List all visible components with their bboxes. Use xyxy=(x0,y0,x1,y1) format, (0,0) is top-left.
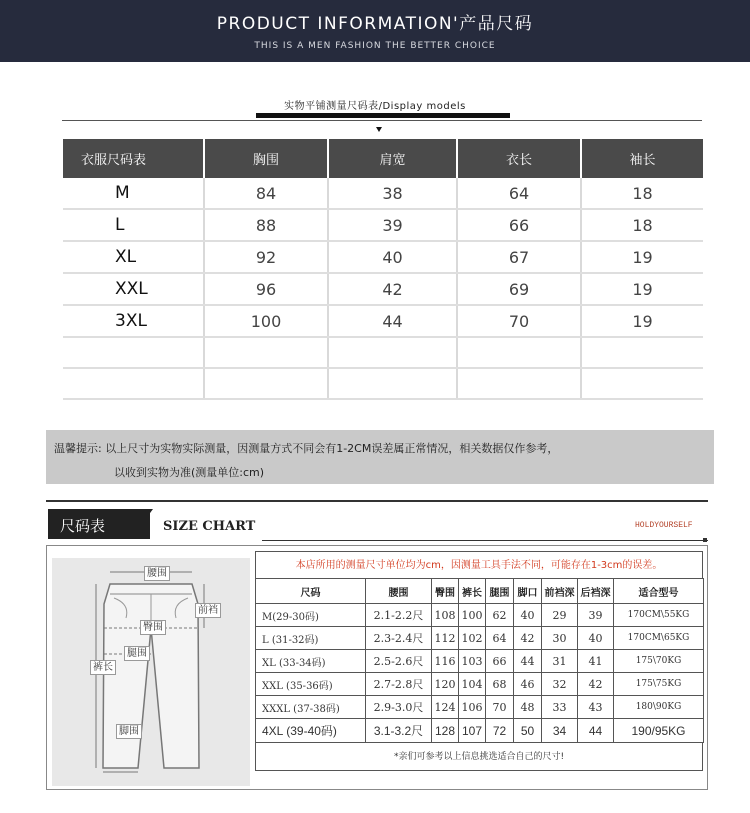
front-rise-label: 前裆 xyxy=(195,603,221,618)
table-row xyxy=(256,604,704,627)
table-row xyxy=(63,241,703,273)
column-header: 衣长 xyxy=(457,139,581,178)
table-cell: 30 xyxy=(542,627,578,650)
pants-illustration xyxy=(52,558,250,786)
size-chart-header-rule xyxy=(262,540,708,541)
table-cell: 41 xyxy=(578,650,614,673)
table-header-row xyxy=(63,139,703,178)
table-cell: 106 xyxy=(459,696,486,719)
table-cell: 64 xyxy=(486,627,514,650)
size-cell: L (31-32码) xyxy=(256,627,366,650)
tip-text-line1: 温馨提示: 以上尺寸为实物实际测量，因测量方式不同会有1-2CM误差属正常情况，相关数据仅作参考， xyxy=(54,442,559,455)
banner-subtitle: THIS IS A MEN FASHION THE BETTER CHOICE xyxy=(254,41,496,51)
column-header: 尺码 xyxy=(256,579,366,604)
table-cell: 44 xyxy=(578,719,614,743)
column-header: 适合型号 xyxy=(614,579,704,604)
table-cell: 19 xyxy=(581,273,703,305)
column-header: 裤长 xyxy=(459,579,486,604)
size-cell: XL (33-34码) xyxy=(256,650,366,673)
table-cell: 62 xyxy=(486,604,514,627)
column-header: 胸围 xyxy=(204,139,328,178)
table-cell: 50 xyxy=(514,719,542,743)
column-header: 腿围 xyxy=(486,579,514,604)
table-cell: 2.9-3.0尺 xyxy=(366,696,432,719)
size-cell: 4XL (39-40码) xyxy=(256,719,366,743)
size-chart-title-en: SIZE CHART xyxy=(163,519,256,534)
fit-cell: 190/95KG xyxy=(614,719,704,743)
top-size-table xyxy=(63,139,703,400)
table-row xyxy=(256,696,704,719)
table-row xyxy=(63,305,703,337)
table-cell: 104 xyxy=(459,673,486,696)
empty-row xyxy=(63,337,703,368)
table-cell: 100 xyxy=(459,604,486,627)
header-banner xyxy=(0,0,750,62)
size-chart-footer-note: *亲们可参考以上信息挑选适合自己的尺寸! xyxy=(255,743,703,771)
table-cell: 2.5-2.6尺 xyxy=(366,650,432,673)
size-cell: XXL (35-36码) xyxy=(256,673,366,696)
table-cell: 34 xyxy=(542,719,578,743)
table-header-row xyxy=(256,579,704,604)
table-cell: 88 xyxy=(204,209,328,241)
table-cell: 33 xyxy=(542,696,578,719)
column-header: 袖长 xyxy=(581,139,703,178)
table-row xyxy=(63,273,703,305)
section-heading-underline xyxy=(256,113,510,118)
table-row xyxy=(63,178,703,209)
table-cell: 3.1-3.2尺 xyxy=(366,719,432,743)
brand-text: HOLDYOURSELF xyxy=(635,521,693,530)
table-cell: 84 xyxy=(204,178,328,209)
table-cell: 40 xyxy=(578,627,614,650)
table-cell: 38 xyxy=(328,178,457,209)
leg-opening-label: 脚围 xyxy=(116,724,142,739)
pants-size-table xyxy=(255,578,704,743)
table-cell: 69 xyxy=(457,273,581,305)
table-cell: 70 xyxy=(486,696,514,719)
table-cell: 116 xyxy=(432,650,459,673)
table-cell: 64 xyxy=(457,178,581,209)
table-cell: 2.7-2.8尺 xyxy=(366,673,432,696)
table-cell: 112 xyxy=(432,627,459,650)
length-label: 裤长 xyxy=(90,660,116,675)
section-divider xyxy=(62,120,702,121)
table-cell: 103 xyxy=(459,650,486,673)
table-cell: 19 xyxy=(581,241,703,273)
table-cell: 108 xyxy=(432,604,459,627)
fit-cell: 175\70KG xyxy=(614,650,704,673)
arrow-down-icon xyxy=(376,127,382,132)
table-cell: 66 xyxy=(457,209,581,241)
table-cell: 2.3-2.4尺 xyxy=(366,627,432,650)
table-cell: 67 xyxy=(457,241,581,273)
thigh-label: 腿围 xyxy=(124,646,150,661)
table-cell: 46 xyxy=(514,673,542,696)
column-header: 前裆深 xyxy=(542,579,578,604)
table-cell: 29 xyxy=(542,604,578,627)
size-cell: XXL xyxy=(63,273,204,305)
tip-text-line2: 以收到实物为准(测量单位:cm) xyxy=(114,466,265,479)
pants-diagram xyxy=(52,558,250,786)
table-cell: 120 xyxy=(432,673,459,696)
table-cell: 124 xyxy=(432,696,459,719)
table-cell: 70 xyxy=(457,305,581,337)
table-cell: 72 xyxy=(486,719,514,743)
size-cell: L xyxy=(63,209,204,241)
size-chart-title-cn: 尺码表 xyxy=(60,517,106,535)
pants-size-table-wrap xyxy=(255,551,703,771)
table-cell: 42 xyxy=(578,673,614,696)
fit-cell: 175\75KG xyxy=(614,673,704,696)
table-cell: 43 xyxy=(578,696,614,719)
fit-cell: 170CM\65KG xyxy=(614,627,704,650)
section-heading: 实物平铺测量尺码表/Display models xyxy=(284,101,466,112)
table-row xyxy=(63,209,703,241)
table-cell: 102 xyxy=(459,627,486,650)
column-header: 肩宽 xyxy=(328,139,457,178)
column-header: 衣服尺码表 xyxy=(63,139,204,178)
table-cell: 39 xyxy=(328,209,457,241)
table-cell: 18 xyxy=(581,209,703,241)
table-cell: 42 xyxy=(328,273,457,305)
table-cell: 40 xyxy=(328,241,457,273)
size-cell: XL xyxy=(63,241,204,273)
table-cell: 48 xyxy=(514,696,542,719)
table-cell: 44 xyxy=(514,650,542,673)
fit-cell: 180\90KG xyxy=(614,696,704,719)
column-header: 脚口 xyxy=(514,579,542,604)
banner-title: PRODUCT INFORMATION'产品尺码 xyxy=(216,14,534,34)
column-header: 臀围 xyxy=(432,579,459,604)
table-cell: 39 xyxy=(578,604,614,627)
table-cell: 31 xyxy=(542,650,578,673)
table-cell: 18 xyxy=(581,178,703,209)
table-row xyxy=(256,673,704,696)
fit-cell: 170CM\55KG xyxy=(614,604,704,627)
waist-label: 腰围 xyxy=(144,566,170,581)
table-row xyxy=(256,627,704,650)
table-cell: 44 xyxy=(328,305,457,337)
size-cell: 3XL xyxy=(63,305,204,337)
table-cell: 107 xyxy=(459,719,486,743)
table-cell: 128 xyxy=(432,719,459,743)
table-cell: 19 xyxy=(581,305,703,337)
corner-square-icon xyxy=(703,538,707,542)
table-cell: 40 xyxy=(514,604,542,627)
tip-bar xyxy=(46,430,714,484)
table-row xyxy=(256,650,704,673)
table-cell: 100 xyxy=(204,305,328,337)
table-cell: 42 xyxy=(514,627,542,650)
size-cell: M(29-30码) xyxy=(256,604,366,627)
size-chart-title-tab-slant xyxy=(131,509,153,539)
table-cell: 2.1-2.2尺 xyxy=(366,604,432,627)
table-cell: 66 xyxy=(486,650,514,673)
hip-label: 臀围 xyxy=(140,620,166,635)
table-cell: 92 xyxy=(204,241,328,273)
table-cell: 32 xyxy=(542,673,578,696)
size-cell: XXXL (37-38码) xyxy=(256,696,366,719)
table-row xyxy=(256,719,704,743)
column-header: 腰围 xyxy=(366,579,432,604)
table-cell: 68 xyxy=(486,673,514,696)
size-chart-top-rule xyxy=(46,500,708,502)
empty-row xyxy=(63,368,703,399)
table-cell: 96 xyxy=(204,273,328,305)
measurement-note: 本店所用的测量尺寸单位均为cm，因测量工具手法不同，可能存在1-3cm的误差。 xyxy=(255,551,703,578)
column-header: 后裆深 xyxy=(578,579,614,604)
size-cell: M xyxy=(63,178,204,209)
